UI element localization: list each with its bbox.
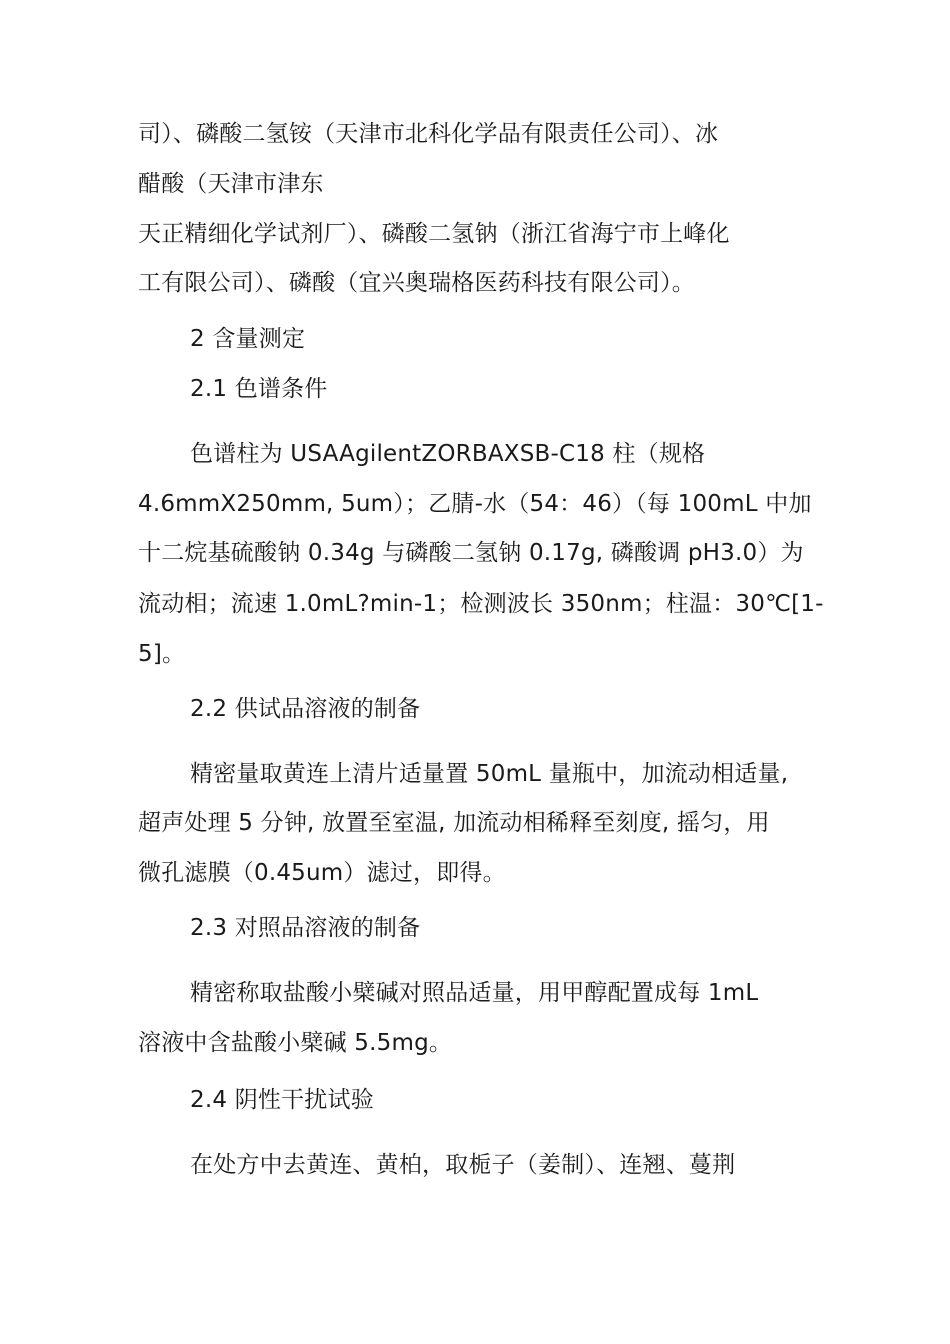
body-text-line: 流动相；流速 1.0mL?min-1；检测波长 350nm；柱温：30℃[1- [138,591,824,617]
body-text-line: 4.6mmX250mm, 5um）；乙腈-水（54：46）（每 100mL 中加 [138,491,812,517]
subsection-heading: 2.3 对照品溶液的制备 [190,915,421,941]
body-text-line: 色谱柱为 USAAgilentZORBAXSB-C18 柱（规格 [190,441,706,467]
body-text-line: 超声处理 5 分钟, 放置至室温, 加流动相稀释至刻度, 摇匀，用 [138,810,770,836]
body-text-line: 精密称取盐酸小檗碱对照品适量，用甲醇配置成每 1mL [190,980,759,1006]
subsection-heading: 2.2 供试品溶液的制备 [190,696,421,722]
body-text-line: 天正精细化学试剂厂）、磷酸二氢钠（浙江省海宁市上峰化 [138,221,730,247]
subsection-heading: 2.4 阴性干扰试验 [190,1087,374,1113]
body-text-line: 工有限公司）、磷酸（宜兴奥瑞格医药科技有限公司）。 [138,270,695,296]
body-text-line: 十二烷基硫酸钠 0.34g 与磷酸二氢钠 0.17g, 磷酸调 pH3.0）为 [138,540,804,566]
body-text-line: 精密量取黄连上清片适量置 50mL 量瓶中，加流动相适量, [190,761,789,787]
section-heading: 2 含量测定 [190,326,306,352]
body-text-line: 微孔滤膜（0.45um）滤过，即得。 [138,860,506,886]
body-text-line: 醋酸（天津市津东 [138,171,324,197]
body-text-line: 在处方中去黄连、黄柏，取栀子（姜制）、连翘、蔓荆 [190,1152,736,1178]
body-text-line: 溶液中含盐酸小檗碱 5.5mg。 [138,1030,453,1056]
subsection-heading: 2.1 色谱条件 [190,376,328,402]
body-text-line: 司）、磷酸二氢铵（天津市北科化学品有限责任公司）、冰 [138,121,719,147]
body-text-line: 5]。 [138,641,186,667]
